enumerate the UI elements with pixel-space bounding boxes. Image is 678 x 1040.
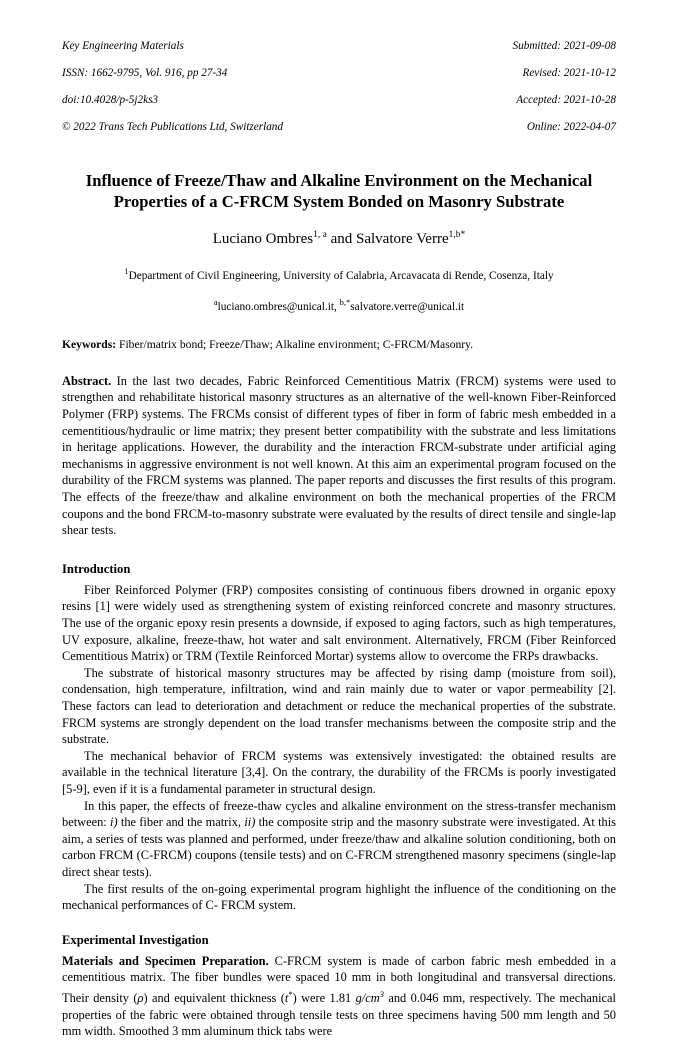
section-spacer: [62, 914, 616, 932]
materials-text-mid2: ) were 1.81: [292, 991, 356, 1005]
intro-paragraph-4: [62, 798, 616, 881]
author-name-2: Salvatore Verre: [356, 231, 449, 248]
page-title: Influence of Freeze/Thaw and Alkaline Environment on the Mechanical Properties of a C-FRCM System Bonded on Masonry Substrate: [85, 171, 593, 212]
unit-gcm-exponent: 3: [379, 988, 384, 999]
date-online: Online: 2022-04-07: [526, 121, 616, 134]
journal-issn: ISSN: 1662-9795, Vol. 916, pp 27-34: [62, 66, 228, 79]
intro-paragraph-1: Fiber Reinforced Polymer (FRP) composites consisting of continuous fibers drowned in organic epoxy resins [1] were widely used as strengthening system of existing reinforced concrete and masonry structures. The use of the organic epoxy resin presents a downside, if exposed to aging factors, such as high temperatures, UV exposure, alkaline, freeze-thaw, hot water and salt environment. Alternatively, FRCM (Fiber Reinforced Cementitious Matrix) or TRM (Textile Reinforced Mortar) systems allow to overcome the FRPs drawbacks.: [62, 582, 616, 664]
date-accepted: Accepted: 2021-10-28: [516, 93, 616, 106]
abstract-text: In the last two decades, Fabric Reinforced Cementitious Matrix (FRCM) systems were used to strengthen and rehabilitate historical masonry structures as an alternative of the well-known Fiber-Reinforced Polymer (FRP) systems. The FRCMs consist of different types of fiber in form of fabric mesh embedded in a cementitious/hydraulic or lime matrix; they present better compatibility with the substrate and less limitations in heritage applications. However, the durability and the interaction FRCM-substrate under artificial aging mechanisms in aggressive environment is not well known. At this aim an experimental program focused on the durability of the FRCM systems was planned. The paper reports and discusses the first results of this program. The effects of the freeze/thaw and alkaline environment on both the mechanical properties of the FRCM coupons and the bond FRCM-to-masonry substrate were evaluated by the results of direct tensile and single-lap shear tests.: [62, 373, 616, 538]
intro-paragraph-3: The mechanical behavior of FRCM systems was extensively investigated: the obtained results are available in the technical literature [3,4]. On the contrary, the durability of the FRCMs is poorly investigated [5-9], even if it is a fundamental parameter in structural design.: [62, 748, 616, 796]
abstract-block: [62, 373, 616, 539]
keywords-label: Keywords:: [62, 337, 117, 351]
keywords-text: Fiber/matrix bond; Freeze/Thaw; Alkaline environment; C-FRCM/Masonry.: [116, 337, 474, 351]
section-heading-experimental: Experimental Investigation: [62, 932, 209, 947]
materials-text-mid1: ) and equivalent thickness (: [143, 991, 285, 1005]
intro-paragraph-2: The substrate of historical masonry structures may be affected by rising damp (moisture from soil), condensation, high temperature, infiltration, wind and rain mainly due to water or vapor permeability [2]. These factors can lead to deterioration and detachment or reduce the mechanical properties of the substrate. FRCM systems are strongly dependent on the load transfer mechanisms between the composite strip and the substrate.: [62, 665, 616, 747]
intro-paragraph-5: The first results of the on-going experimental program highlight the influence of the conditioning on the mechanical performances of C- FRCM system.: [62, 881, 616, 913]
affiliation-text: Department of Civil Engineering, University of Calabria, Arcavacata di Rende, Cosenza, Italy: [128, 270, 554, 283]
intro-p4-pre: In this paper, the effects of freeze-thaw cycles and alkaline environment on the stress-transfer mechanism between:: [62, 798, 616, 830]
author-sup-1: 1, a: [313, 230, 327, 241]
symbol-t-star: *: [288, 988, 293, 999]
roman-ii: ii): [244, 815, 256, 830]
author-list: [62, 226, 616, 249]
email-sup-a: a: [213, 297, 218, 308]
journal-doi: doi:10.4028/p-5j2ks3: [62, 93, 159, 106]
author-sup-2: 1,b*: [448, 230, 466, 241]
abstract-label: Abstract.: [62, 373, 112, 388]
keywords-line: [62, 337, 616, 353]
email-a[interactable]: luciano.ombres@unical.it,: [217, 300, 340, 313]
intro-p4-mid1: the fiber and the matrix,: [117, 815, 245, 830]
subsection-heading-materials: Materials and Specimen Preparation.: [62, 953, 269, 968]
materials-text-pre: C-FRCM system is made of carbon fabric mesh embedded in a cementitious matrix. The fiber bundles were spaced 10 mm in both longitudinal and transversal directions. Their density (: [62, 953, 616, 1005]
affiliation: [62, 263, 616, 284]
author-emails: [62, 294, 616, 315]
date-revised: Revised: 2021-10-12: [522, 66, 616, 79]
submission-dates: [513, 26, 616, 148]
symbol-rho: ρ: [137, 991, 144, 1005]
subsection-materials: [62, 953, 616, 1040]
journal-title: Key Engineering Materials: [62, 39, 184, 52]
author-name-1: Luciano Ombres: [212, 231, 314, 248]
materials-text-mid3: and 0.046 mm, respectively. The mechanical properties of the fabric were obtained through tensile tests on three specimens having 500 mm length and 50 mm width. Smoothed 3 mm aluminum thick tabs were: [62, 991, 616, 1039]
intro-p4-mid2: the composite strip and the masonry substrate were investigated. At this aim, a series of tests was planned and performed, under freeze/thaw and alkaline solution conditioning, both on carbon FRCM (C-FRCM) coupons (tensile tests) and on C-FRCM strengthened masonry specimens (single-lap direct shear tests).: [62, 815, 616, 879]
symbol-t: t: [284, 991, 289, 1005]
page-header: [62, 26, 616, 148]
roman-i: i): [110, 815, 118, 830]
unit-gcm: g/cm: [355, 991, 380, 1005]
affiliation-marker: 1: [124, 266, 129, 277]
email-b[interactable]: salvatore.verre@unical.it: [350, 300, 465, 313]
journal-copyright: © 2022 Trans Tech Publications Ltd, Switzerland: [62, 121, 283, 134]
email-sup-b: b,*: [339, 297, 351, 308]
date-submitted: Submitted: 2021-09-08: [512, 39, 616, 52]
journal-info: [62, 26, 283, 148]
author-conjunction: and: [326, 231, 357, 248]
section-heading-introduction: Introduction: [62, 561, 131, 576]
